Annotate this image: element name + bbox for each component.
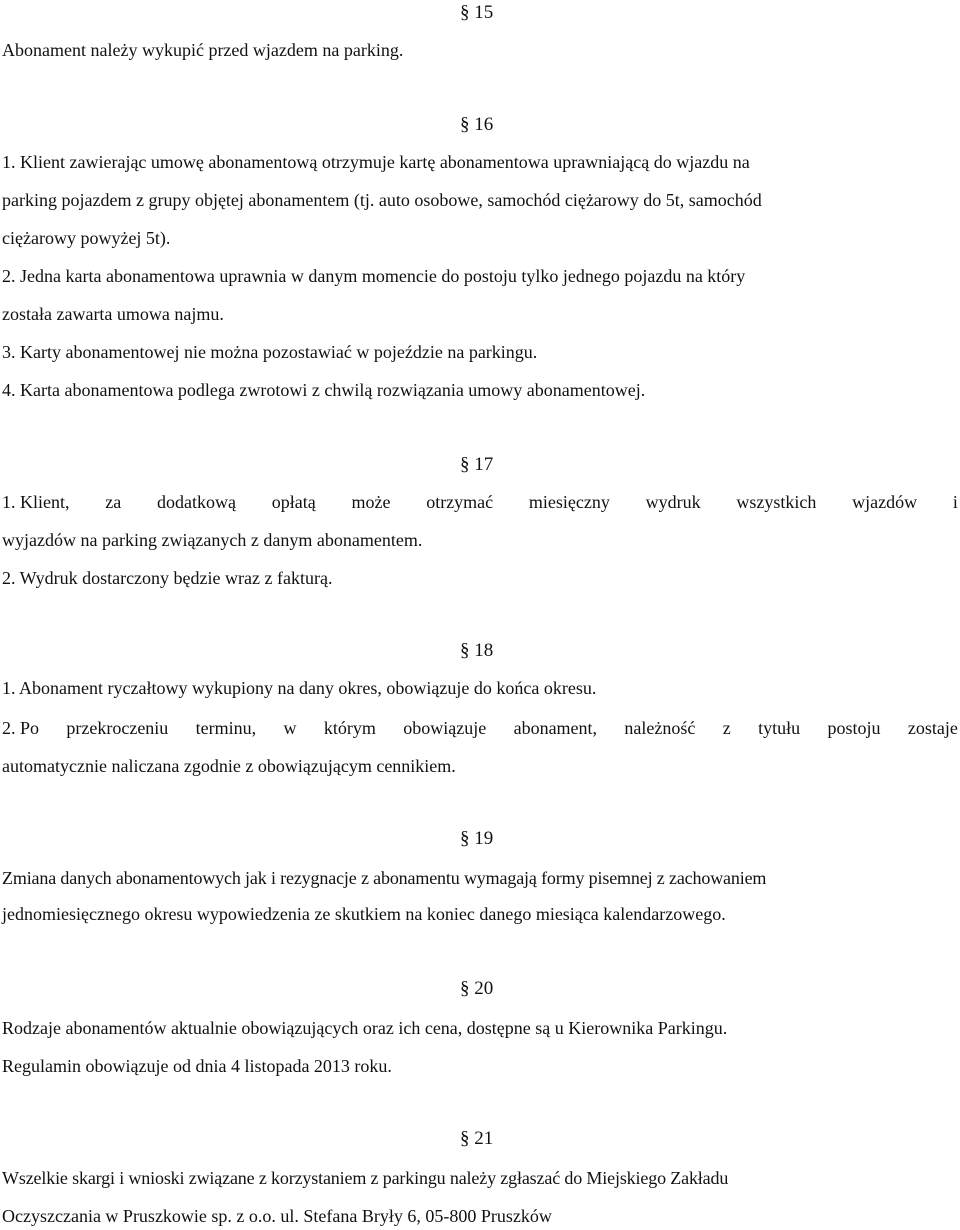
section-16-line-5: została zawarta umowa najmu. <box>2 304 224 324</box>
section-21-line-2: Oczyszczania w Pruszkowie sp. z o.o. ul. Stefana Bryły 6, 05-800 Pruszków <box>2 1206 552 1226</box>
section-17-heading: § 17 <box>460 454 494 475</box>
section-16-line-7: 4. Karta abonamentowa podlega zwrotowi z chwilą rozwiązania umowy abonamentowej. <box>2 380 646 400</box>
section-15-line-1: Abonament należy wykupić przed wjazdem na parking. <box>2 40 404 60</box>
section-20-heading: § 20 <box>460 978 494 999</box>
word: postoju <box>827 718 881 738</box>
word: należność <box>624 718 696 738</box>
word: miesięczny <box>528 492 610 512</box>
section-15-heading: § 15 <box>460 2 494 23</box>
section-19-heading: § 19 <box>460 828 494 849</box>
word: opłatą <box>271 492 316 512</box>
section-16-line-6: 3. Karty abonamentowej nie można pozostawiać w pojeździe na parkingu. <box>2 342 538 362</box>
word: abonament, <box>513 718 598 738</box>
section-19-line-1: Zmiana danych abonamentowych jak i rezygnacje z abonamentu wymagają formy pisemnej z zachowaniem <box>2 868 767 888</box>
section-16-line-3: ciężarowy powyżej 5t). <box>2 228 171 248</box>
word: z <box>722 718 731 738</box>
word: terminu, <box>195 718 257 738</box>
word: obowiązuje <box>403 718 487 738</box>
section-17-line-1 <box>2 490 958 514</box>
section-21-heading: § 21 <box>460 1128 494 1149</box>
word: otrzymać <box>426 492 494 512</box>
section-16-line-2: parking pojazdem z grupy objętej abonamentem (tj. auto osobowe, samochód ciężarowy do 5t, samochód <box>2 190 762 210</box>
section-19-line-2: jednomiesięcznego okresu wypowiedzenia ze skutkiem na koniec danego miesiąca kalendarzowego. <box>2 904 726 924</box>
word: dodatkową <box>156 492 236 512</box>
section-20-line-1: Rodzaje abonamentów aktualnie obowiązujących oraz ich cena, dostępne są u Kierownika Parkingu. <box>2 1018 728 1038</box>
section-16-heading: § 16 <box>460 114 494 135</box>
section-18-heading: § 18 <box>460 640 494 661</box>
section-18-line-2 <box>2 716 958 740</box>
word: 1. Klient, <box>2 492 70 512</box>
word: tytułu <box>758 718 801 738</box>
section-17-line-3: 2. Wydruk dostarczony będzie wraz z fakturą. <box>2 568 333 588</box>
word: wydruk <box>645 492 701 512</box>
section-20-line-2: Regulamin obowiązuje od dnia 4 listopada 2013 roku. <box>2 1056 392 1076</box>
section-16-line-1: 1. Klient zawierając umowę abonamentową otrzymuje kartę abonamentowa uprawniającą do wjazdu na <box>2 152 750 172</box>
word: za <box>105 492 122 512</box>
word: 2. Po <box>2 718 40 738</box>
word: może <box>351 492 391 512</box>
word: którym <box>323 718 376 738</box>
word: i <box>952 492 958 512</box>
word: wjazdów <box>852 492 918 512</box>
section-17-line-2: wyjazdów na parking związanych z danym abonamentem. <box>2 530 423 550</box>
section-21-line-1: Wszelkie skargi i wnioski związane z korzystaniem z parkingu należy zgłaszać do Miejskiego Zakładu <box>2 1168 729 1188</box>
word: zostaje <box>907 718 958 738</box>
word: wszystkich <box>736 492 817 512</box>
word: przekroczeniu <box>66 718 169 738</box>
word: w <box>283 718 297 738</box>
section-16-line-4: 2. Jedna karta abonamentowa uprawnia w danym momencie do postoju tylko jednego pojazdu na który <box>2 266 746 286</box>
section-18-line-1: 1. Abonament ryczałtowy wykupiony na dany okres, obowiązuje do końca okresu. <box>2 678 597 698</box>
section-18-line-3: automatycznie naliczana zgodnie z obowiązującym cennikiem. <box>2 756 456 776</box>
